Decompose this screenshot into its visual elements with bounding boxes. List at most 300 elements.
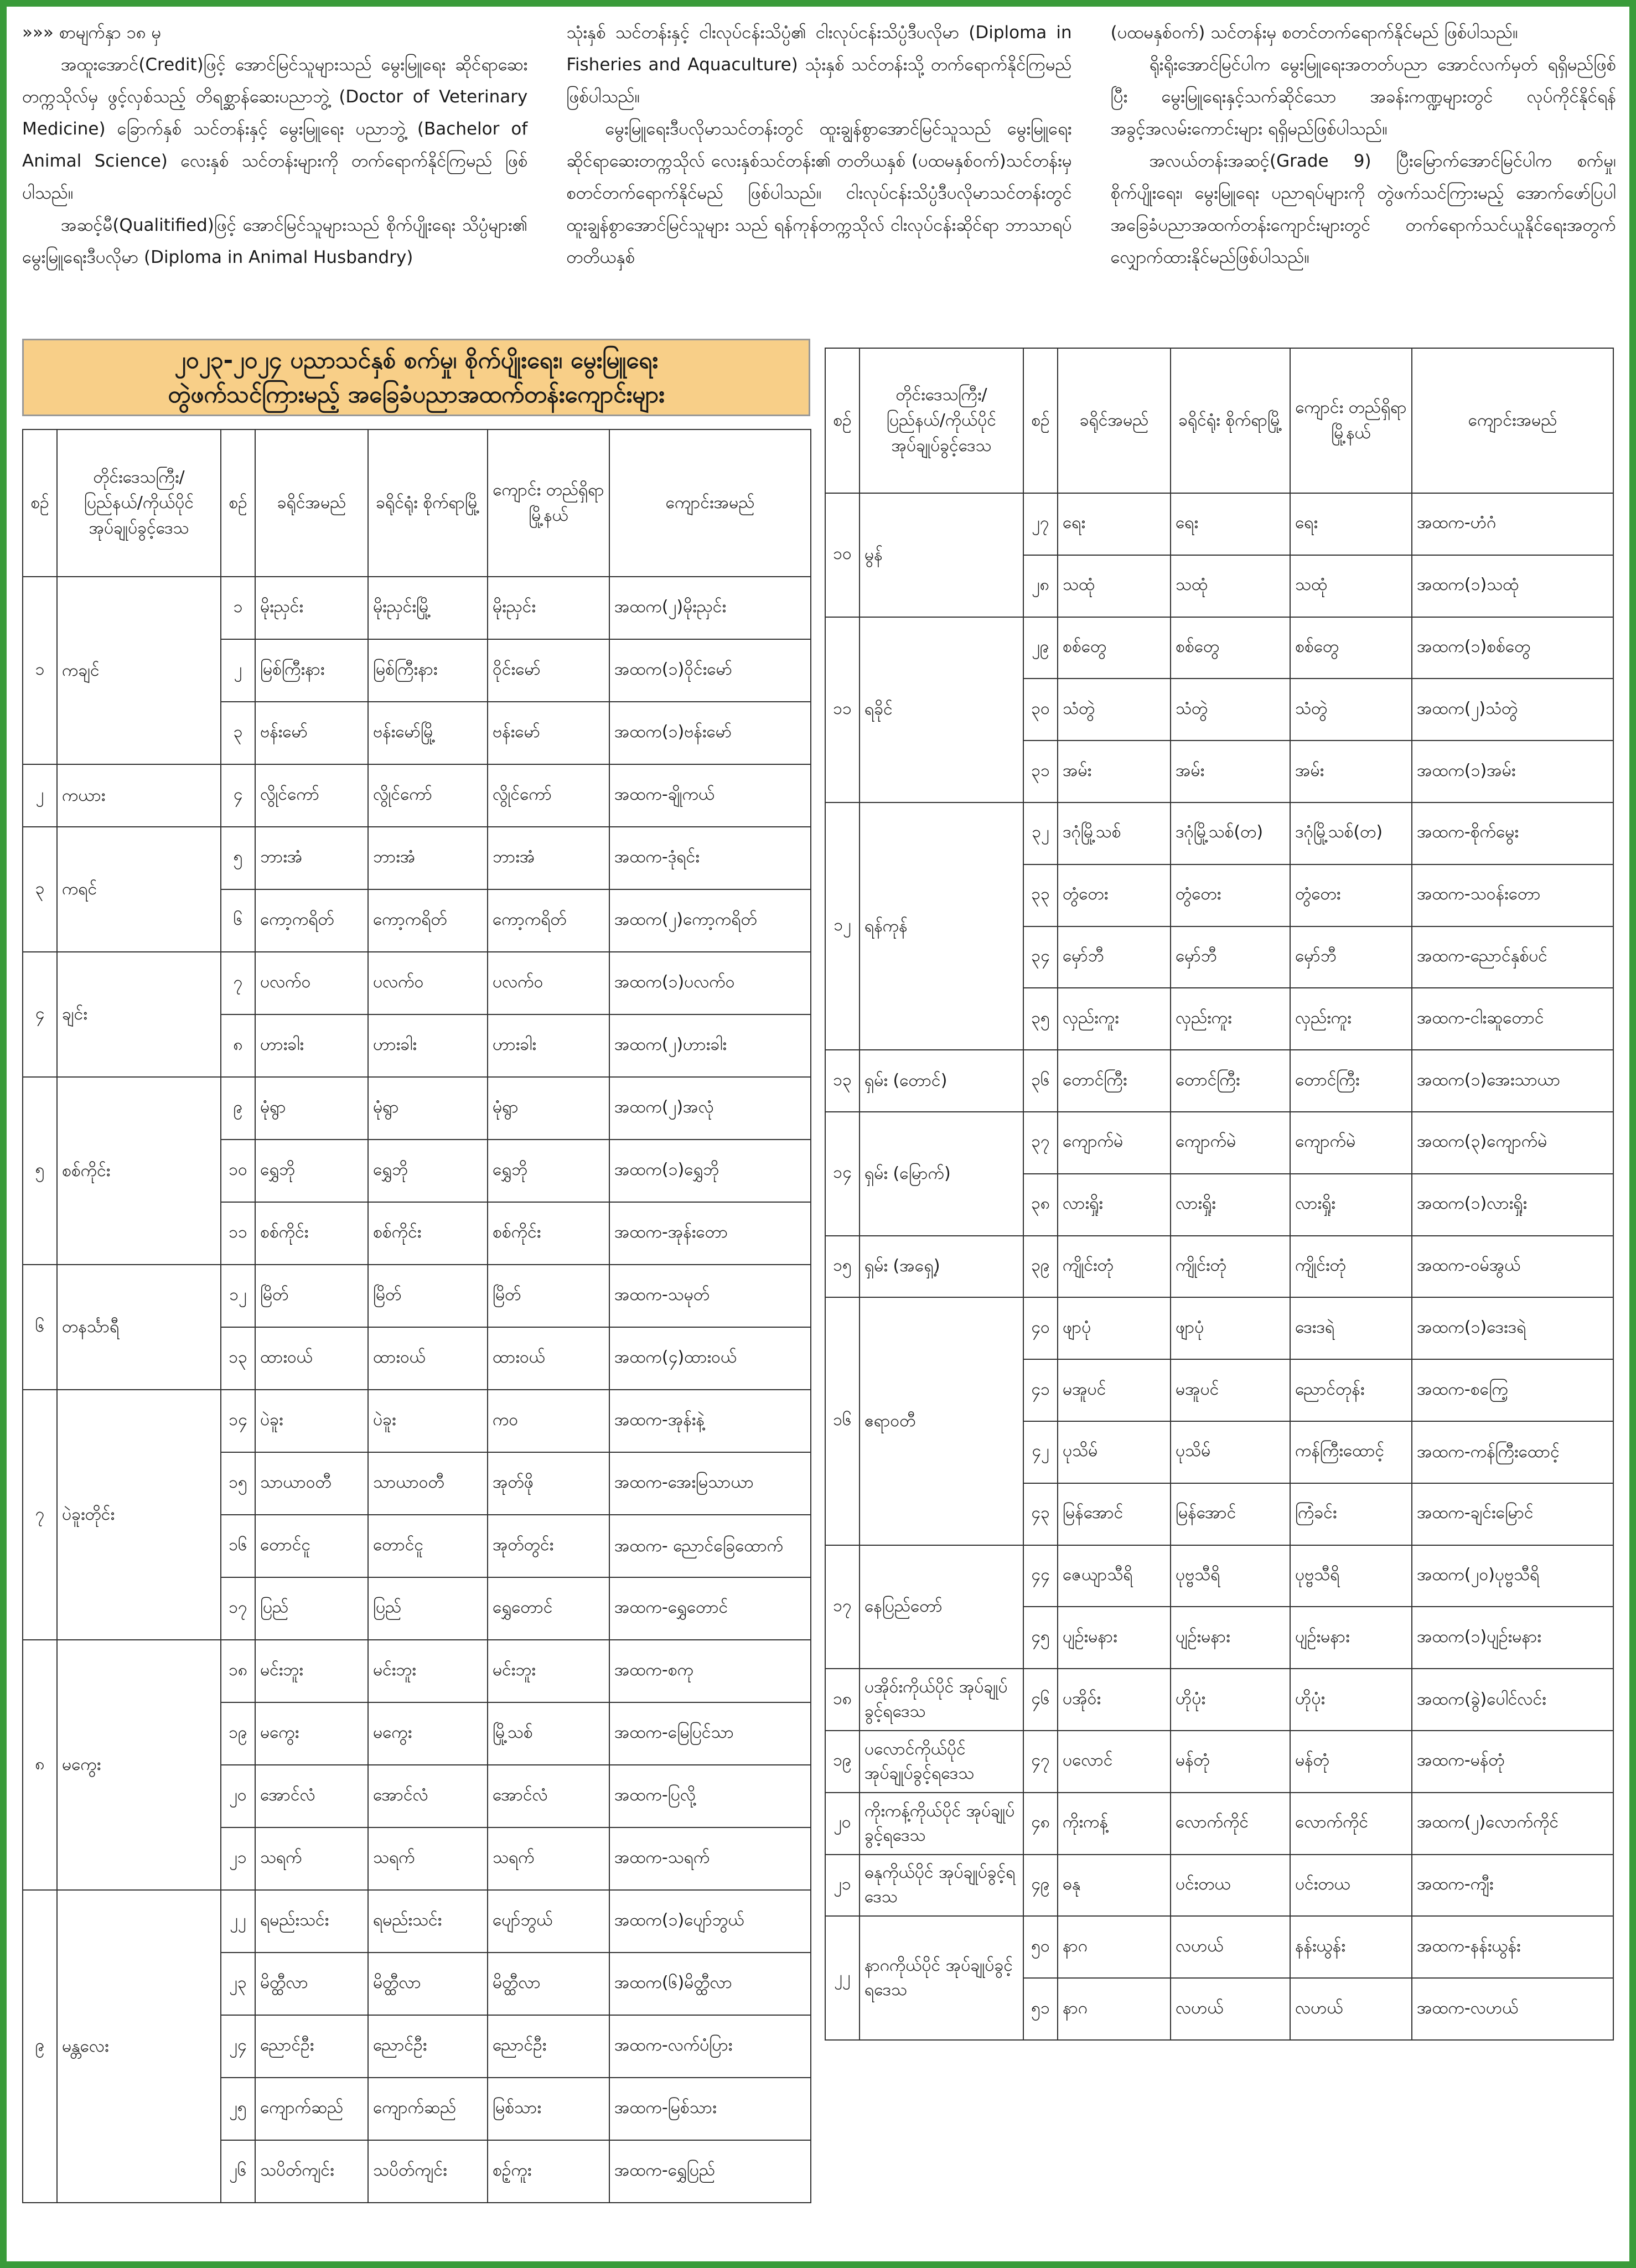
district-name: တောင်ငူ [255,1515,368,1577]
row-no: ၂၉ [1023,617,1058,679]
township-name: ကျိုင်းတုံ [1290,1236,1412,1298]
district-name: ဗန်းမော် [255,702,368,764]
row-no: ၄၇ [1023,1731,1058,1793]
row-no: ၇ [221,952,255,1014]
header-office: ခရိုင်ရုံး စိုက်ရာမြို့ [368,429,488,577]
district-name: ကျိုင်းတုံ [1058,1236,1171,1298]
school-name: အထက-သမုတ် [609,1265,811,1327]
school-name: အထက-စကု [609,1640,811,1702]
header-district: ခရိုင်အမည် [1058,348,1171,493]
office-town: လဟယ် [1171,1916,1290,1978]
header-region: တိုင်းဒေသကြီး/ ပြည်နယ်/ကိုယ်ပိုင် အုပ်ချုပ်ခွင့်ဒေသ [860,348,1023,493]
row-no: ၁၇ [221,1577,255,1640]
intro-text [22,17,1616,327]
row-no: ၉ [221,1077,255,1140]
row-no: ၁ [221,577,255,639]
township-name: မင်းဘူး [488,1640,609,1702]
school-name: အထက-ချင်းမြောင် [1412,1483,1613,1545]
table-row [825,1050,1613,1112]
region-name: တနင်္သာရီ [57,1265,221,1390]
intro-paragraph: မွေးမြူရေးဒီပလိုမာသင်တန်းတွင် ထူးချွန်စွာအောင်မြင်သူသည် မွေးမြူရေးဆိုင်ရာဆေးတက္ကသိုလ် လေးနှစ်သင်တန်း၏ တတိယနှစ် (ပထမနှစ်ဝက်)သင်တန်းမှ စတင်တက်ရောက်နိုင်မည် ဖြစ်ပါသည်။ ငါးလုပ်ငန်းသိပ္ပံဒီပလိုမာသင်တန်းတွင် ထူးချွန်စွာအောင်မြင်သူများ သည် ရန်ကုန်တက္ကသိုလ် ငါးလုပ်ငန်းဆိုင်ရာ ဘာသာရပ် တတိယနှစ် [566,119,1072,267]
school-name: အထက-ချိုကယ် [609,764,811,827]
office-town: မိတ္ထီလာ [368,1953,488,2015]
row-no: ၃၁ [1023,741,1058,802]
table-row [23,1640,811,1702]
district-name: ဟားခါး [255,1014,368,1077]
row-no: ၄၈ [1023,1793,1058,1855]
school-name: အထက(၁)အမ်း [1412,741,1613,802]
office-town: ပုဗ္ဗသီရိ [1171,1545,1290,1607]
group-no: ၇ [23,1390,57,1640]
row-no: ၂၄ [221,2015,255,2078]
header-office: ခရိုင်ရုံး စိုက်ရာမြို့ [1171,348,1290,493]
district-name: မင်းဘူး [255,1640,368,1702]
row-no: ၄၂ [1023,1421,1058,1483]
township-name: ပျဉ်းမနား [1290,1607,1412,1669]
school-name: အထက-ဟံဂံ [1412,493,1613,555]
district-name: မြိတ် [255,1265,368,1327]
school-name: အထက(၁)ပလက်ဝ [609,952,811,1014]
region-name: မွန် [860,493,1023,617]
header-region: တိုင်းဒေသကြီး/ ပြည်နယ်/ကိုယ်ပိုင် အုပ်ချုပ်ခွင့်ဒေသ [57,429,221,577]
table-row [825,1236,1613,1298]
district-name: ပုသိမ် [1058,1421,1171,1483]
row-no: ၁၆ [221,1515,255,1577]
district-name: ပျဉ်းမနား [1058,1607,1171,1669]
row-no: ၂၇ [1023,493,1058,555]
group-no: ၉ [23,1890,57,2203]
row-no: ၅၁ [1023,1978,1058,2040]
district-name: မိုးညှင်း [255,577,368,639]
table-row [825,1669,1613,1731]
office-town: ပြည် [368,1577,488,1640]
row-no: ၃၀ [1023,679,1058,741]
township-name: တောင်ကြီး [1290,1050,1412,1112]
district-name: ဇေယျာသီရိ [1058,1545,1171,1607]
district-name: ပအိုဝ်း [1058,1669,1171,1731]
office-town: ရွှေဘို [368,1140,488,1202]
row-no: ၅ [221,827,255,889]
district-name: အောင်လံ [255,1765,368,1827]
township-name: နန်းယွန်း [1290,1916,1412,1978]
group-no: ၁၇ [825,1545,860,1669]
office-town: ညောင်ဦး [368,2015,488,2078]
district-name: စစ်တွေ [1058,617,1171,679]
header-school: ကျောင်းအမည် [1412,348,1613,493]
row-no: ၃၃ [1023,864,1058,926]
school-name: အထက-အုန်းတော [609,1202,811,1265]
school-name: အထက-အေးမြသာယာ [609,1452,811,1515]
school-name: အထက-လဟယ် [1412,1978,1613,2040]
region-name: ရှမ်း (အရှေ့) [860,1236,1023,1298]
district-name: ညောင်ဦး [255,2015,368,2078]
school-name: အထက-စိုက်မွေး [1412,802,1613,864]
district-name: ဒဂုံမြို့သစ် [1058,802,1171,864]
row-no: ၅၀ [1023,1916,1058,1978]
district-name: ကျောက်မဲ [1058,1112,1171,1174]
row-no: ၂ [221,639,255,702]
school-name: အထက(၂)လောက်ကိုင် [1412,1793,1613,1855]
office-town: ရမည်းသင်း [368,1890,488,1953]
school-name: အထက-နန်းယွန်း [1412,1916,1613,1978]
township-name: ညောင်ဦး [488,2015,609,2078]
intro-paragraph: အဆင့်မီ(Qualitified)ဖြင့် အောင်မြင်သူများသည် စိုက်ပျိုးရေး သိပ္ပံများ၏ မွေးမြူရေးဒီပလိုမာ (Diploma in Animal Husbandry) [22,215,528,267]
header-school: ကျောင်းအမည် [609,429,811,577]
table-row [825,1731,1613,1793]
row-no: ၈ [221,1014,255,1077]
township-name: ကျောက်မဲ [1290,1112,1412,1174]
group-no: ၁၂ [825,802,860,1050]
intro-column-2 [566,17,1071,327]
district-name: သံတွဲ [1058,679,1171,741]
group-no: ၁၈ [825,1669,860,1731]
school-name: အထက-မန်တုံ [1412,1731,1613,1793]
township-name: ဟားခါး [488,1014,609,1077]
table-row [825,1916,1613,1978]
school-name: အထက-မြစ်သား [609,2078,811,2140]
table-row [825,1855,1613,1917]
office-town: ပျဉ်းမနား [1171,1607,1290,1669]
township-name: ဒေးဒရဲ [1290,1297,1412,1359]
district-name: ကော့ကရိတ် [255,889,368,952]
table-row [825,1112,1613,1174]
region-name: ပလောင်ကိုယ်ပိုင် အုပ်ချုပ်ခွင့်ရဒေသ [860,1731,1023,1793]
district-name: လားရှိုး [1058,1174,1171,1236]
school-name: အထက-မြေပြင်သာ [609,1702,811,1765]
office-town: မိုးညှင်းမြို့ [368,577,488,639]
region-name: ရှမ်း (မြောက်) [860,1112,1023,1236]
district-name: စစ်ကိုင်း [255,1202,368,1265]
school-name: အထက-စကြေ့ [1412,1359,1613,1421]
table-row [23,1390,811,1452]
table-row [23,764,811,827]
township-name: စစ်တွေ [1290,617,1412,679]
office-town: ပုသိမ် [1171,1421,1290,1483]
row-no: ၁၈ [221,1640,255,1702]
row-no: ၂၈ [1023,555,1058,617]
school-name: အထက-ဝမ်အွယ် [1412,1236,1613,1298]
school-name: အထက-သရက် [609,1827,811,1890]
group-no: ၁၄ [825,1112,860,1236]
district-name: ကိုးကန့် [1058,1793,1171,1855]
region-name: ကယား [57,764,221,827]
group-no: ၁၁ [825,617,860,802]
row-no: ၃ [221,702,255,764]
office-town: တောင်ကြီး [1171,1050,1290,1112]
school-name: အထက-ပြလို့ [609,1765,811,1827]
continued-from: »»» စာမျက်နှာ ၁၈ မှ [22,23,162,43]
office-town: စစ်တွေ [1171,617,1290,679]
group-no: ၂၀ [825,1793,860,1855]
row-no: ၃၈ [1023,1174,1058,1236]
row-no: ၄၆ [1023,1669,1058,1731]
region-name: ပအိုဝ်းကိုယ်ပိုင် အုပ်ချုပ်ခွင့်ရဒေသ [860,1669,1023,1731]
region-name: ကိုးကန့်ကိုယ်ပိုင် အုပ်ချုပ်ခွင့်ရဒေသ [860,1793,1023,1855]
township-name: အုတ်တွင်း [488,1515,609,1577]
school-name: အထက(၁)ပျော်ဘွယ် [609,1890,811,1953]
township-name: ကြံခင်း [1290,1483,1412,1545]
office-town: စစ်ကိုင်း [368,1202,488,1265]
intro-column-1 [22,17,527,327]
township-name: မုံရွာ [488,1077,609,1140]
township-name: ပုဗ္ဗသီရိ [1290,1545,1412,1607]
township-name: သရက် [488,1827,609,1890]
row-no: ၁၂ [221,1265,255,1327]
school-name: အထက(၁)ပျဉ်းမနား [1412,1607,1613,1669]
office-town: မုံရွာ [368,1077,488,1140]
row-no: ၂၂ [221,1890,255,1953]
township-name: မိုးညှင်း [488,577,609,639]
row-no: ၄၅ [1023,1607,1058,1669]
intro-paragraph: (ပထမနှစ်ဝက်) သင်တန်းမှ စတင်တက်ရောက်နိုင်မည် ဖြစ်ပါသည်။ [1110,23,1518,43]
row-no: ၃၆ [1023,1050,1058,1112]
township-name: ရွှေဘို [488,1140,609,1202]
office-town: အောင်လံ [368,1765,488,1827]
school-name: အထက(၁)ဝိုင်းမော် [609,639,811,702]
region-name: ဧရာဝတီ [860,1297,1023,1545]
header-no: စဉ် [825,348,860,493]
office-town: မြစ်ကြီးနား [368,639,488,702]
school-name: အထက(၂)မိုးညှင်း [609,577,811,639]
district-name: မြစ်ကြီးနား [255,639,368,702]
district-name: ကျောက်ဆည် [255,2078,368,2140]
row-no: ၄၀ [1023,1297,1058,1359]
intro-column-3 [1111,17,1616,327]
township-name: မန်တုံ [1290,1731,1412,1793]
group-no: ၄ [23,952,57,1077]
office-town: မန်တုံ [1171,1731,1290,1793]
school-name: အထက(၁)စစ်တွေ [1412,617,1613,679]
office-town: ပင်းတယ [1171,1855,1290,1917]
group-no: ၁၀ [825,493,860,617]
township-name: ပင်းတယ [1290,1855,1412,1917]
district-name: အမ်း [1058,741,1171,802]
school-name: အထက(၆)မိတ္ထီလာ [609,1953,811,2015]
school-name: အထက-ရွှေပြည် [609,2140,811,2203]
table-row [825,1297,1613,1359]
group-no: ၅ [23,1077,57,1265]
township-name: စစ်ကိုင်း [488,1202,609,1265]
district-name: နာဂ [1058,1978,1171,2040]
district-name: ရေး [1058,493,1171,555]
row-no: ၃၉ [1023,1236,1058,1298]
office-town: ဖျာပုံ [1171,1297,1290,1359]
table-row [23,1890,811,1953]
township-name: ဝိုင်းမော် [488,639,609,702]
header-district: ခရိုင်အမည် [255,429,368,577]
school-name: အထက(၁)ဒေးဒရဲ [1412,1297,1613,1359]
office-town: ထားဝယ် [368,1327,488,1390]
table-row [825,617,1613,679]
office-town: မကွေး [368,1702,488,1765]
row-no: ၃၅ [1023,988,1058,1050]
row-no: ၂၅ [221,2078,255,2140]
school-name: အထက(၂)သံတွဲ [1412,679,1613,741]
district-name: လွိုင်ကော် [255,764,368,827]
office-town: သရက် [368,1827,488,1890]
office-town: လွိုင်ကော် [368,764,488,827]
district-name: မအူပင် [1058,1359,1171,1421]
township-name: အုတ်ဖို [488,1452,609,1515]
office-town: သာယာဝတီ [368,1452,488,1515]
township-name: ပလက်ဝ [488,952,609,1014]
district-name: လှည်းကူး [1058,988,1171,1050]
table-row [825,802,1613,864]
office-town: သံတွဲ [1171,679,1290,741]
group-no: ၁၅ [825,1236,860,1298]
group-no: ၂ [23,764,57,827]
row-no: ၄၃ [1023,1483,1058,1545]
group-no: ၁၃ [825,1050,860,1112]
school-name: အထက-ရွှေတောင် [609,1577,811,1640]
office-town: မင်းဘူး [368,1640,488,1702]
header-no: စဉ် [23,429,57,577]
district-name: နာဂ [1058,1916,1171,1978]
district-name: မကွေး [255,1702,368,1765]
row-no: ၃၇ [1023,1112,1058,1174]
row-no: ၁၅ [221,1452,255,1515]
region-name: ပဲခူးတိုင်း [57,1390,221,1640]
row-no: ၂၃ [221,1953,255,2015]
school-name: အထက-ငါးဆူတောင် [1412,988,1613,1050]
region-name: ကရင် [57,827,221,952]
school-name: အထက(၂)အလုံ [609,1077,811,1140]
region-name: ကချင် [57,577,221,764]
office-town: ဗန်းမော်မြို့ [368,702,488,764]
region-name: နေပြည်တော် [860,1545,1023,1669]
district-name: တောင်ကြီး [1058,1050,1171,1112]
table-title-line-1: ၂၀၂၃-၂၀၂၄ ပညာသင်နှစ် စက်မှု၊ စိုက်ပျိုးရေး၊ မွေးမြူရေး [174,346,658,374]
school-name: အထက(ခွဲ)ပေါင်လင်း [1412,1669,1613,1731]
district-name: ရွှေဘို [255,1140,368,1202]
row-no: ၆ [221,889,255,952]
district-name: ရမည်းသင်း [255,1890,368,1953]
office-town: ကျောက်ဆည် [368,2078,488,2140]
table-row [23,1077,811,1140]
schools-table-right [825,348,1614,2041]
region-name: ရန်ကုန် [860,802,1023,1050]
intro-paragraph: ရိုးရိုးအောင်မြင်ပါက မွေးမြူရေးအတတ်ပညာ အောင်လက်မှတ် ရရှိမည်ဖြစ်ပြီး မွေးမြူရေးနှင့်သက်ဆိုင်သော အခန်းကဏ္ဍများတွင် လုပ်ကိုင်နိုင်ရန် အခွင့်အလမ်းကောင်းများ ရရှိမည်ဖြစ်ပါသည်။ [1110,55,1616,139]
office-town: မြန်အောင် [1171,1483,1290,1545]
office-town: လှည်းကူး [1171,988,1290,1050]
row-no: ၄၄ [1023,1545,1058,1607]
school-name: အထက-သဝန်းတော [1412,864,1613,926]
office-town: လဟယ် [1171,1978,1290,2040]
group-no: ၁ [23,577,57,764]
township-name: သထုံ [1290,555,1412,617]
office-town: ကော့ကရိတ် [368,889,488,952]
district-name: မုံရွာ [255,1077,368,1140]
township-name: လှည်းကူး [1290,988,1412,1050]
school-name: အထက-ဒုံရင်း [609,827,811,889]
group-no: ၁၆ [825,1297,860,1545]
table-title-box [22,339,810,416]
township-name: ထားဝယ် [488,1327,609,1390]
office-town: ဟိုပုံး [1171,1669,1290,1731]
township-name: ဒဂုံမြို့သစ်(တ) [1290,802,1412,864]
table-row [23,577,811,639]
township-name: မြိတ် [488,1265,609,1327]
township-name: ရေး [1290,493,1412,555]
office-town: ဘားအံ [368,827,488,889]
township-name: ညောင်တုန်း [1290,1359,1412,1421]
township-name: ကန်ကြီးထောင့် [1290,1421,1412,1483]
district-name: ပြည် [255,1577,368,1640]
school-name: အထက(၂)ဟားခါး [609,1014,811,1077]
table-row [23,952,811,1014]
township-name: အောင်လံ [488,1765,609,1827]
office-town: လောက်ကိုင် [1171,1793,1290,1855]
group-no: ၂၂ [825,1916,860,2040]
row-no: ၃၂ [1023,802,1058,864]
township-name: တွံတေး [1290,864,1412,926]
intro-paragraph: အထူးအောင်(Credit)ဖြင့် အောင်မြင်သူများသည် မွေးမြူရေး ဆိုင်ရာဆေးတက္ကသိုလ်မှ ဖွင့်လှစ်သည့် တိရစ္ဆာန်ဆေးပညာဘွဲ့ (Doctor of Veterinary Medicine) ခြောက်နှစ် သင်တန်းနှင့် မွေးမြူရေး ပညာဘွဲ့ (Bachelor of Animal Science) လေးနှစ် သင်တန်းများကို တက်ရောက်နိုင်ကြမည် ဖြစ်ပါသည်။ [22,55,528,203]
township-name: မိတ္ထီလာ [488,1953,609,2015]
table-row [825,1545,1613,1607]
township-name: လွိုင်ကော် [488,764,609,827]
office-town: ရေး [1171,493,1290,555]
office-town: သပိတ်ကျင်း [368,2140,488,2203]
district-name: ထားဝယ် [255,1327,368,1390]
header-township: ကျောင်း တည်ရှိရာ မြို့နယ် [488,429,609,577]
district-name: မြန်အောင် [1058,1483,1171,1545]
township-name: မြို့သစ် [488,1702,609,1765]
row-no: ၄၁ [1023,1359,1058,1421]
office-town: အမ်း [1171,741,1290,802]
office-town: မှော်ဘီ [1171,926,1290,988]
office-town: ဒဂုံမြို့သစ်(တ) [1171,802,1290,864]
township-name: ဘားအံ [488,827,609,889]
row-no: ၁၉ [221,1702,255,1765]
school-name: အထက(၂၀)ပုဗ္ဗသီရိ [1412,1545,1613,1607]
township-name: ရွှေတောင် [488,1577,609,1640]
school-name: အထက-အုန်းနဲ့ [609,1390,811,1452]
district-name: မှော်ဘီ [1058,926,1171,988]
township-name: သံတွဲ [1290,679,1412,741]
region-name: ရခိုင် [860,617,1023,802]
region-name: ချင်း [57,952,221,1077]
group-no: ၁၉ [825,1731,860,1793]
district-name: ပလက်ဝ [255,952,368,1014]
township-name: လဟယ် [1290,1978,1412,2040]
region-name: မကွေး [57,1640,221,1890]
district-name: မိတ္ထီလာ [255,1953,368,2015]
schools-table-left [22,429,811,2203]
district-name: သရက် [255,1827,368,1890]
office-town: ပဲခူး [368,1390,488,1452]
school-name: အထက- ညောင်ခြေထောက် [609,1515,811,1577]
office-town: တွံတေး [1171,864,1290,926]
school-name: အထက(၁)သထုံ [1412,555,1613,617]
region-name: ရှမ်း (တောင်) [860,1050,1023,1112]
row-no: ၂၆ [221,2140,255,2203]
school-name: အထက(၄)ထားဝယ် [609,1327,811,1390]
group-no: ၃ [23,827,57,952]
office-town: လားရှိုး [1171,1174,1290,1236]
table-row [825,1793,1613,1855]
township-name: ဟိုပုံး [1290,1669,1412,1731]
intro-paragraph: အလယ်တန်းအဆင့်(Grade 9) ပြီးမြောက်အောင်မြင်ပါက စက်မှု၊ စိုက်ပျိုးရေး၊ မွေးမြူရေး ပညာရပ်များကို တွဲဖက်သင်ကြားမည့် အောက်ဖော်ပြပါ အခြေခံပညာအထက်တန်းကျောင်းများတွင် တက်ရောက်သင်ယူနိုင်ရေးအတွက် လျှောက်ထားနိုင်မည်ဖြစ်ပါသည်။ [1110,151,1616,267]
office-town: ကျောက်မဲ [1171,1112,1290,1174]
table-title-line-2: တွဲဖက်သင်ကြားမည့် အခြေခံပညာအထက်တန်းကျောင်းများ [168,381,665,408]
district-name: သပိတ်ကျင်း [255,2140,368,2203]
district-name: ဘားအံ [255,827,368,889]
district-name: သာယာဝတီ [255,1452,368,1515]
school-name: အထက(၁)အေးသာယာ [1412,1050,1613,1112]
intro-paragraph: သုံးနှစ် သင်တန်းနှင့် ငါးလုပ်ငန်းသိပ္ပံ၏ ငါးလုပ်ငန်းသိပ္ပံဒီပလိုမာ (Diploma in Fisheries and Aquaculture) သုံးနှစ် သင်တန်းသို့ တက်ရောက်နိုင်ကြမည် ဖြစ်ပါသည်။ [566,23,1072,107]
header-no-2: စဉ် [221,429,255,577]
township-name: မှော်ဘီ [1290,926,1412,988]
